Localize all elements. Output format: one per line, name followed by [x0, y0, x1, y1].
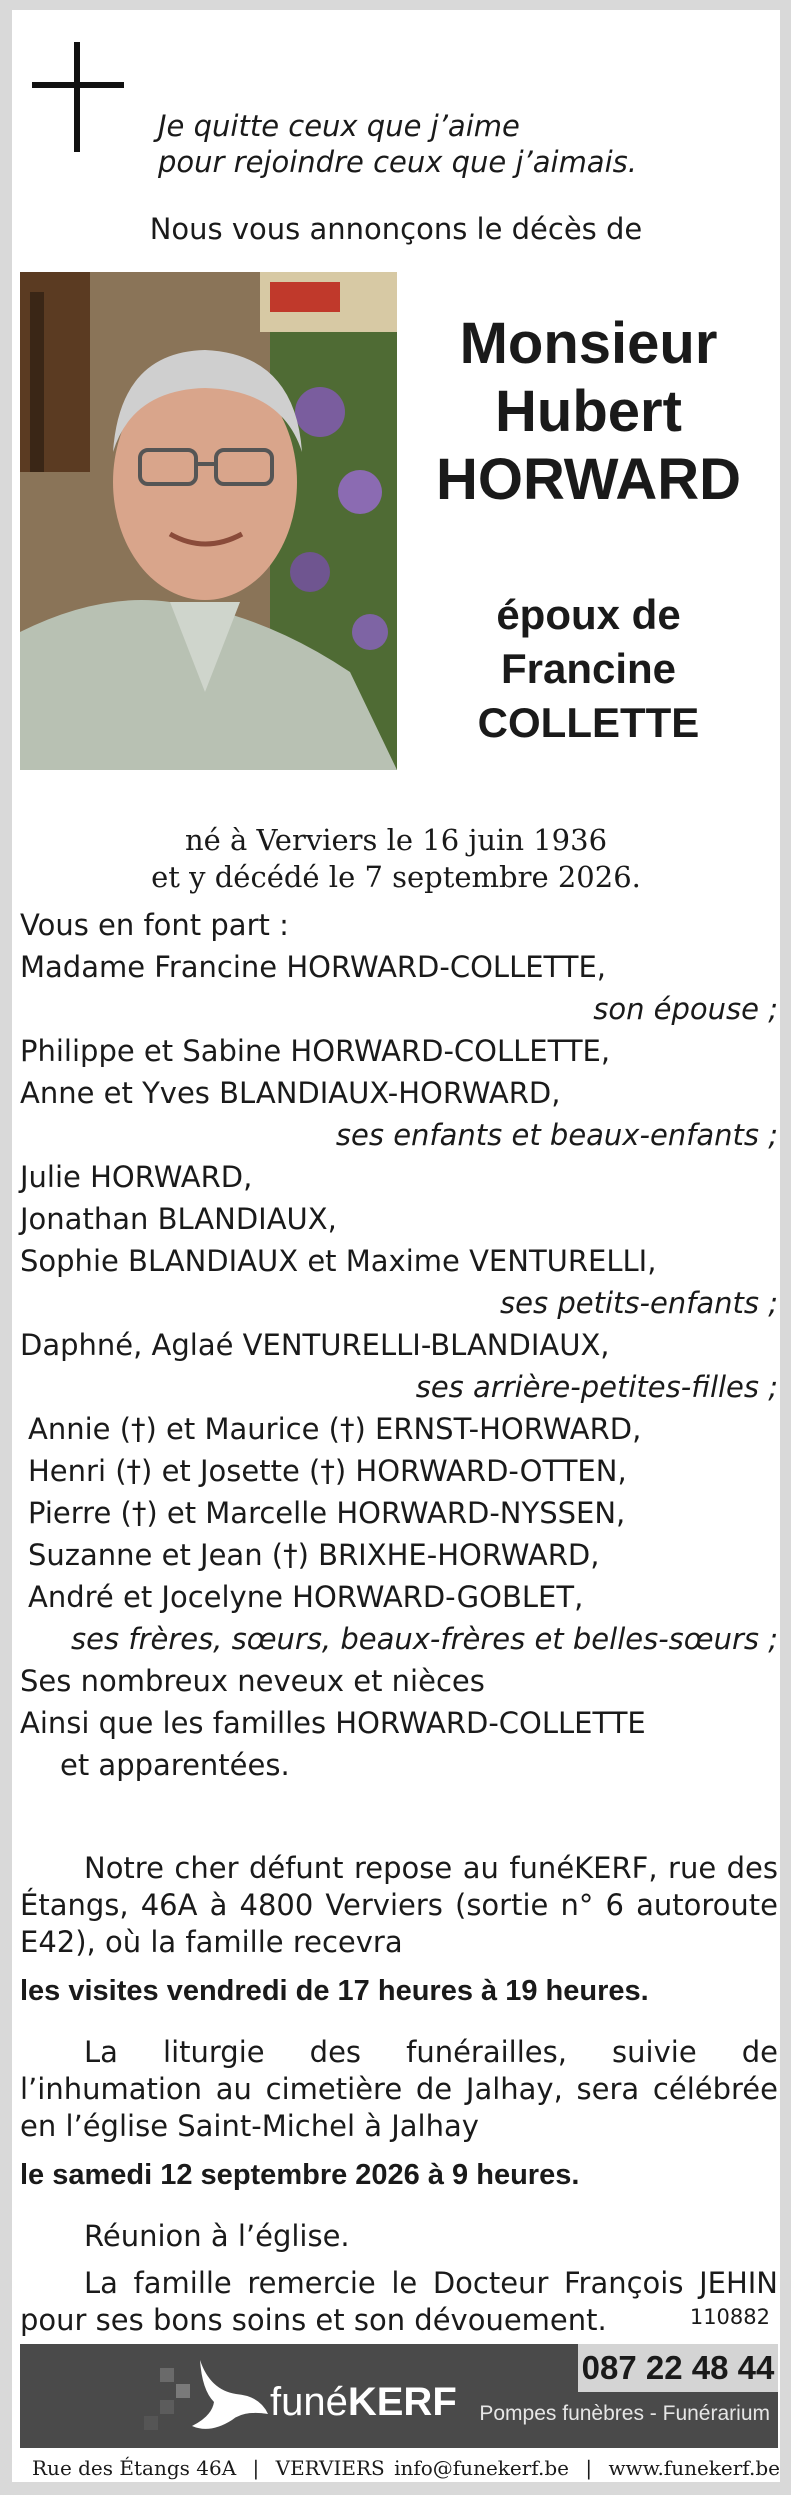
spouse-label: époux de [496, 591, 681, 638]
name-title: Monsieur [459, 311, 718, 376]
spouse-first: Francine [500, 645, 677, 692]
birth-death-info [12, 822, 780, 896]
relationship-label: ses arrière-petites-filles ; [415, 1370, 778, 1404]
family-member-line: Henri (†) et Josette (†) HORWARD-OTTEN, [28, 1454, 627, 1488]
spouse-block [397, 588, 780, 750]
family-member-line: Jonathan BLANDIAUX, [20, 1202, 337, 1236]
name-last: HORWARD [435, 447, 742, 512]
epitaph-quote [158, 108, 637, 180]
meeting-paragraph: Réunion à l’église. [84, 2219, 350, 2253]
family-member-line: Ses nombreux neveux et nièces [20, 1664, 485, 1698]
phone-number: 087 22 48 44 [578, 2344, 778, 2392]
wake-paragraph: Notre cher défunt repose au funéKERF, rue des Étangs, 46A à 4800 Verviers (sortie n° 6 autoroute E42), où la famille recevra [20, 1851, 778, 1959]
web-group [394, 2456, 780, 2480]
reference-number: 110882 [689, 2305, 770, 2329]
birth-line: né à Verviers le 16 juin 1936 [184, 823, 608, 857]
city: VERVIERS [275, 2456, 385, 2480]
funeral-home-banner [20, 2344, 778, 2448]
separator: | [585, 2456, 593, 2480]
portrait-photo [20, 272, 397, 770]
cross-icon [32, 42, 124, 152]
quote-line: pour rejoindre ceux que j’aimais. [158, 145, 637, 179]
funeral-paragraph: La liturgie des funérailles, suivie de l’inhumation au cimetière de Jalhay, sera célébrée en l’église Saint-Michel à Jalhay [20, 2035, 778, 2143]
family-member-line: Suzanne et Jean (†) BRIXHE-HORWARD, [28, 1538, 600, 1572]
family-member-line: Ainsi que les familles HORWARD-COLLETTE [20, 1706, 646, 1740]
dove-logo-icon [140, 2350, 270, 2442]
family-member-line: Vous en font part : [20, 908, 289, 942]
tagline: Pompes funèbres - Funérarium [479, 2402, 770, 2425]
announcement: Nous vous annonçons le décès de [149, 212, 643, 246]
arrangements [20, 1850, 778, 2349]
quote-line: Je quitte ceux que j’aime [158, 109, 520, 143]
contact-line [32, 2456, 780, 2480]
brand-bold: KERF [347, 2380, 457, 2424]
brand-light: funé [270, 2380, 348, 2424]
family-member-line: Pierre (†) et Marcelle HORWARD-NYSSEN, [28, 1496, 626, 1530]
death-line: et y décédé le 7 septembre 2026. [151, 860, 641, 894]
visiting-hours: les visites vendredi de 17 heures à 19 heures. [20, 1975, 649, 2007]
family-member-line: Sophie BLANDIAUX et Maxime VENTURELLI, [20, 1244, 657, 1278]
thanks-paragraph: La famille remercie le Docteur François JEHIN pour ses bons soins et son dévouement. [20, 2266, 778, 2337]
website-link[interactable]: www.funekerf.be [608, 2456, 780, 2480]
spouse-last: COLLETTE [477, 699, 700, 746]
family-member-line: Philippe et Sabine HORWARD-COLLETTE, [20, 1034, 611, 1068]
family-member-line: et apparentées. [60, 1748, 290, 1782]
separator: | [252, 2456, 260, 2480]
email-link[interactable]: info@funekerf.be [394, 2456, 569, 2480]
family-member-line: André et Jocelyne HORWARD-GOBLET, [28, 1580, 584, 1614]
relationship-label: ses petits-enfants ; [500, 1286, 778, 1320]
family-member-line: Julie HORWARD, [20, 1160, 253, 1194]
brand-name [270, 2380, 457, 2425]
relationship-label: son épouse ; [593, 992, 778, 1026]
family-list [20, 904, 780, 1786]
family-member-line: Annie (†) et Maurice (†) ERNST-HORWARD, [28, 1412, 642, 1446]
name-first: Hubert [495, 379, 682, 444]
relationship-label: ses frères, sœurs, beaux-frères et belles-sœurs ; [71, 1622, 778, 1656]
street-address: Rue des Étangs 46A [32, 2456, 237, 2480]
obituary-page [12, 10, 780, 2482]
deceased-name [397, 310, 780, 514]
relationship-label: ses enfants et beaux-enfants ; [335, 1118, 778, 1152]
funeral-date: le samedi 12 septembre 2026 à 9 heures. [20, 2159, 580, 2191]
family-member-line: Anne et Yves BLANDIAUX-HORWARD, [20, 1076, 561, 1110]
address-group [32, 2456, 385, 2480]
family-member-line: Madame Francine HORWARD-COLLETTE, [20, 950, 607, 984]
family-member-line: Daphné, Aglaé VENTURELLI-BLANDIAUX, [20, 1328, 610, 1362]
